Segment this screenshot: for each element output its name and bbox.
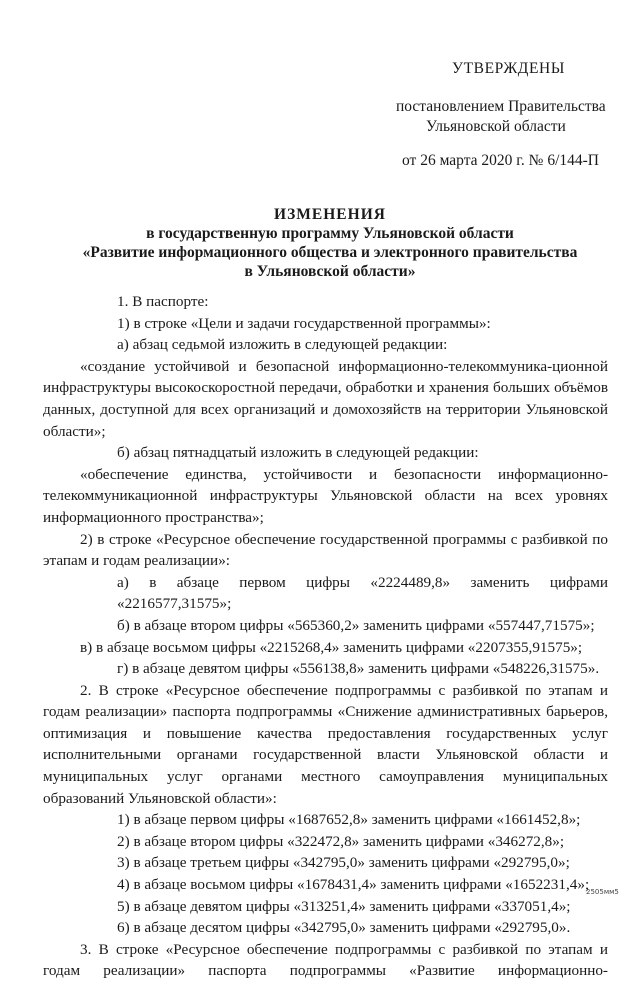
paragraph: 5) в абзаце девятом цифры «313251,4» заменить цифрами «337051,4»; [117, 897, 571, 915]
paragraph: 3. В строке «Ресурсное обеспечение подпрограммы с разбивкой по этапам и годам реализации» паспорта подпрограммы «Развитие информационно- [43, 940, 608, 980]
document-stamp: 2505мм5 [586, 888, 619, 896]
paragraph: 2) в абзаце втором цифры «322472,8» заменить цифрами «346272,8»; [117, 832, 565, 850]
paragraph: б) абзац пятнадцатый изложить в следующей редакции: [117, 444, 479, 462]
paragraph: 4) в абзаце восьмом цифры «1678431,4» заменить цифрами «1652231,4»; [117, 876, 590, 894]
document-body [43, 291, 608, 982]
paragraph: 3) в абзаце третьем цифры «342795,0» заменить цифрами «292795,0»; [117, 854, 570, 872]
paragraph: 2. В строке «Ресурсное обеспечение подпрограммы с разбивкой по этапам и годам реализации» паспорта подпрограммы «Снижение административных барьеров, оптимизация и повышение качества предоставления государственных услуг исполнительными органами государственной власти Ульяновской области и муниципальных услуг органами местного самоуправления муниципальных образований Ульяновской области»: [43, 681, 608, 807]
document-heading [60, 205, 600, 281]
paragraph: 2) в строке «Ресурсное обеспечение государственной программы с разбивкой по этапам и годам реализации»: [43, 530, 608, 570]
heading-line-3: в Ульяновской области» [244, 263, 416, 280]
heading-line-1: в государственную программу Ульяновской области [146, 225, 514, 242]
paragraph: а) абзац седьмой изложить в следующей редакции: [117, 336, 448, 354]
heading-line-2: «Развитие информационного общества и электронного правительства [82, 244, 578, 261]
paragraph: б) в абзаце втором цифры «565360,2» заменить цифрами «557447,71575»; [117, 616, 595, 634]
paragraph: а) в абзаце первом цифры «2224489,8» заменить цифрами «2216577,31575»; [117, 573, 608, 613]
heading-title: ИЗМЕНЕНИЯ [274, 206, 386, 223]
paragraph: в) в абзаце восьмом цифры «2215268,4» заменить цифрами «2207355,91575»; [80, 638, 583, 656]
paragraph: 1) в абзаце первом цифры «1687652,8» заменить цифрами «1661452,8»; [117, 811, 581, 829]
paragraph: «создание устойчивой и безопасной информационно-телекоммуника-ционной инфраструктуры высокоскоростной передачи, обработки и хранения больших объёмов данных, доступной для всех организаций и домохозяйств на территории Ульяновской области»; [43, 357, 608, 440]
approval-decree-line: постановлением Правительства [396, 98, 606, 115]
paragraph: «обеспечение единства, устойчивости и безопасности информационно-телекоммуникационной инфраструктуры Ульяновской области на всех уровнях информационного пространства»; [43, 465, 608, 526]
paragraph: 1) в строке «Цели и задачи государственной программы»: [117, 314, 491, 332]
paragraph: г) в абзаце девятом цифры «556138,8» заменить цифрами «548226,31575». [117, 660, 600, 678]
paragraph: 6) в абзаце десятом цифры «342795,0» заменить цифрами «292795,0». [117, 919, 571, 937]
paragraph: 1. В паспорте: [117, 293, 209, 310]
approval-date-line: от 26 марта 2020 г. № 6/144-П [402, 152, 599, 169]
approval-region-line: Ульяновской области [426, 118, 566, 135]
approval-title: УТВЕРЖДЕНЫ [452, 60, 565, 77]
